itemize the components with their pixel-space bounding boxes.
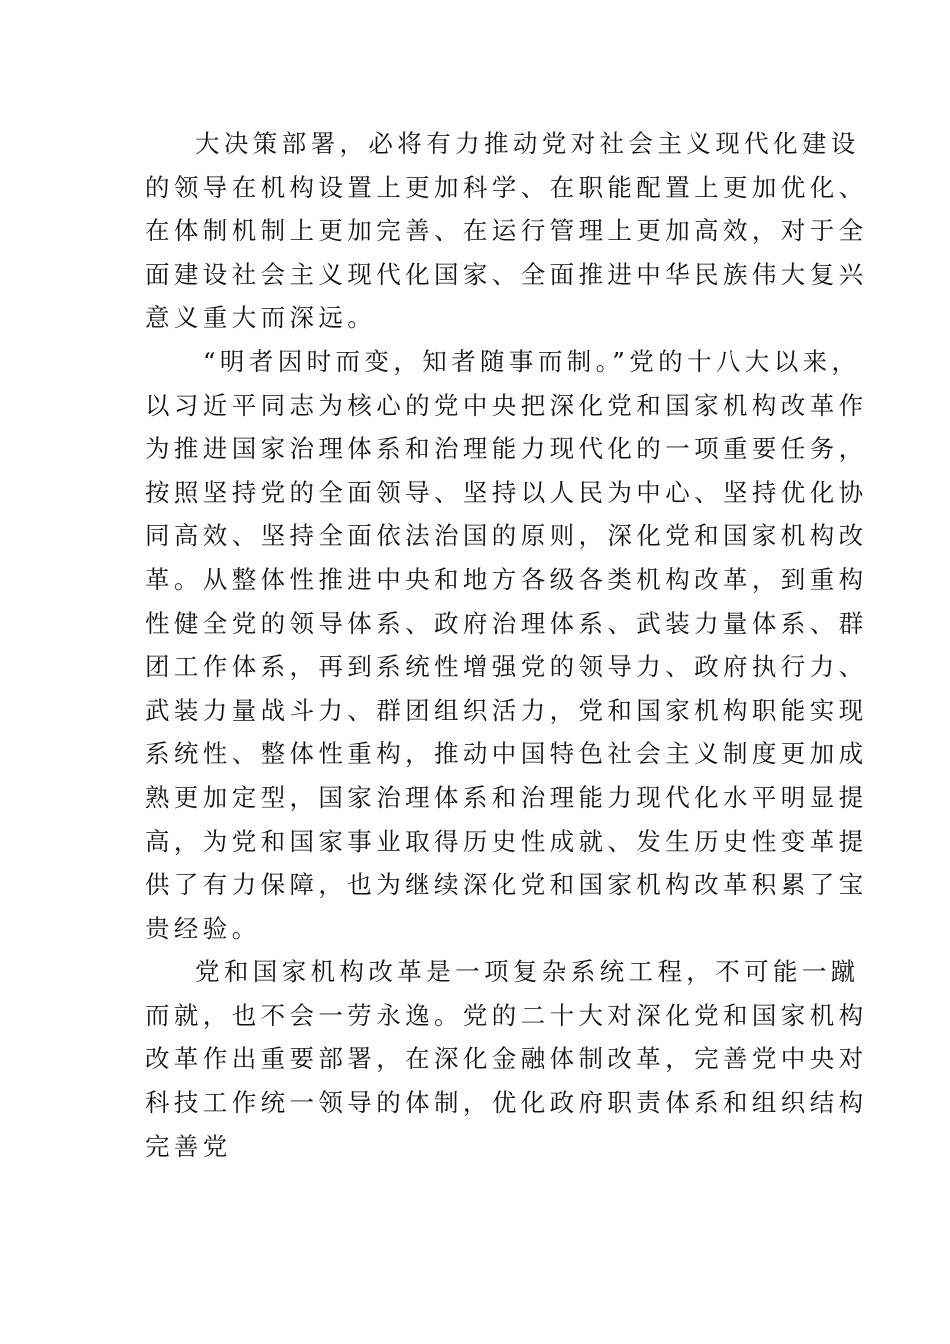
paragraph-3-line-2: 而就，也不会一劳永逸。党的二十大对深化党和国家机构 [145, 1000, 868, 1030]
paragraph-2-line-1: “明者因时而变，知者随事而制。”党的十八大以来， [203, 346, 861, 376]
paragraph-3-line-5: 完善党 [145, 1131, 232, 1161]
paragraph-2-line-10: 系统性、整体性重构，推动中国特色社会主义制度更加成 [145, 739, 868, 769]
paragraph-2-line-3: 为推进国家治理体系和治理能力现代化的一项重要任务， [145, 434, 868, 464]
paragraph-1-line-4: 面建设社会主义现代化国家、全面推进中华民族伟大复兴 [145, 259, 868, 289]
paragraph-3-line-1: 党和国家机构改革是一项复杂系统工程，不可能一蹴 [195, 957, 860, 987]
paragraph-2-line-11: 熟更加定型，国家治理体系和治理能力现代化水平明显提 [145, 782, 868, 812]
paragraph-1-line-5: 意义重大而深远。 [145, 303, 377, 333]
paragraph-2-line-13: 供了有力保障，也为继续深化党和国家机构改革积累了宝 [145, 870, 868, 900]
paragraph-2-line-4: 按照坚持党的全面领导、坚持以人民为中心、坚持优化协 [145, 477, 868, 507]
paragraph-2-line-7: 性健全党的领导体系、政府治理体系、武装力量体系、群 [145, 608, 868, 638]
paragraph-2-line-6: 革。从整体性推进中央和地方各级各类机构改革，到重构 [145, 564, 868, 594]
paragraph-2-line-14: 贵经验。 [145, 913, 261, 943]
paragraph-2-line-9: 武装力量战斗力、群团组织活力，党和国家机构职能实现 [145, 695, 868, 725]
paragraph-2-line-8: 团工作体系，再到系统性增强党的领导力、政府执行力、 [145, 652, 868, 682]
paragraph-2-line-5: 同高效、坚持全面依法治国的原则，深化党和国家机构改 [145, 521, 868, 551]
paragraph-1-line-1: 大决策部署，必将有力推动党对社会主义现代化建设 [195, 129, 860, 158]
body-text [145, 122, 868, 1168]
paragraph-3-line-3: 改革作出重要部署，在深化金融体制改革，完善党中央对 [145, 1044, 868, 1074]
paragraph-3-line-4: 科技工作统一领导的体制，优化政府职责体系和组织结构 [145, 1088, 868, 1118]
paragraph-2-line-12: 高，为党和国家事业取得历史性成就、发生历史性变革提 [145, 826, 868, 856]
paragraph-1-line-3: 在体制机制上更加完善、在运行管理上更加高效，对于全 [145, 216, 868, 246]
paragraph-2-line-2: 以习近平同志为核心的党中央把深化党和国家机构改革作 [145, 390, 868, 420]
paragraph-1-line-2: 的领导在机构设置上更加科学、在职能配置上更加优化、 [145, 172, 868, 202]
